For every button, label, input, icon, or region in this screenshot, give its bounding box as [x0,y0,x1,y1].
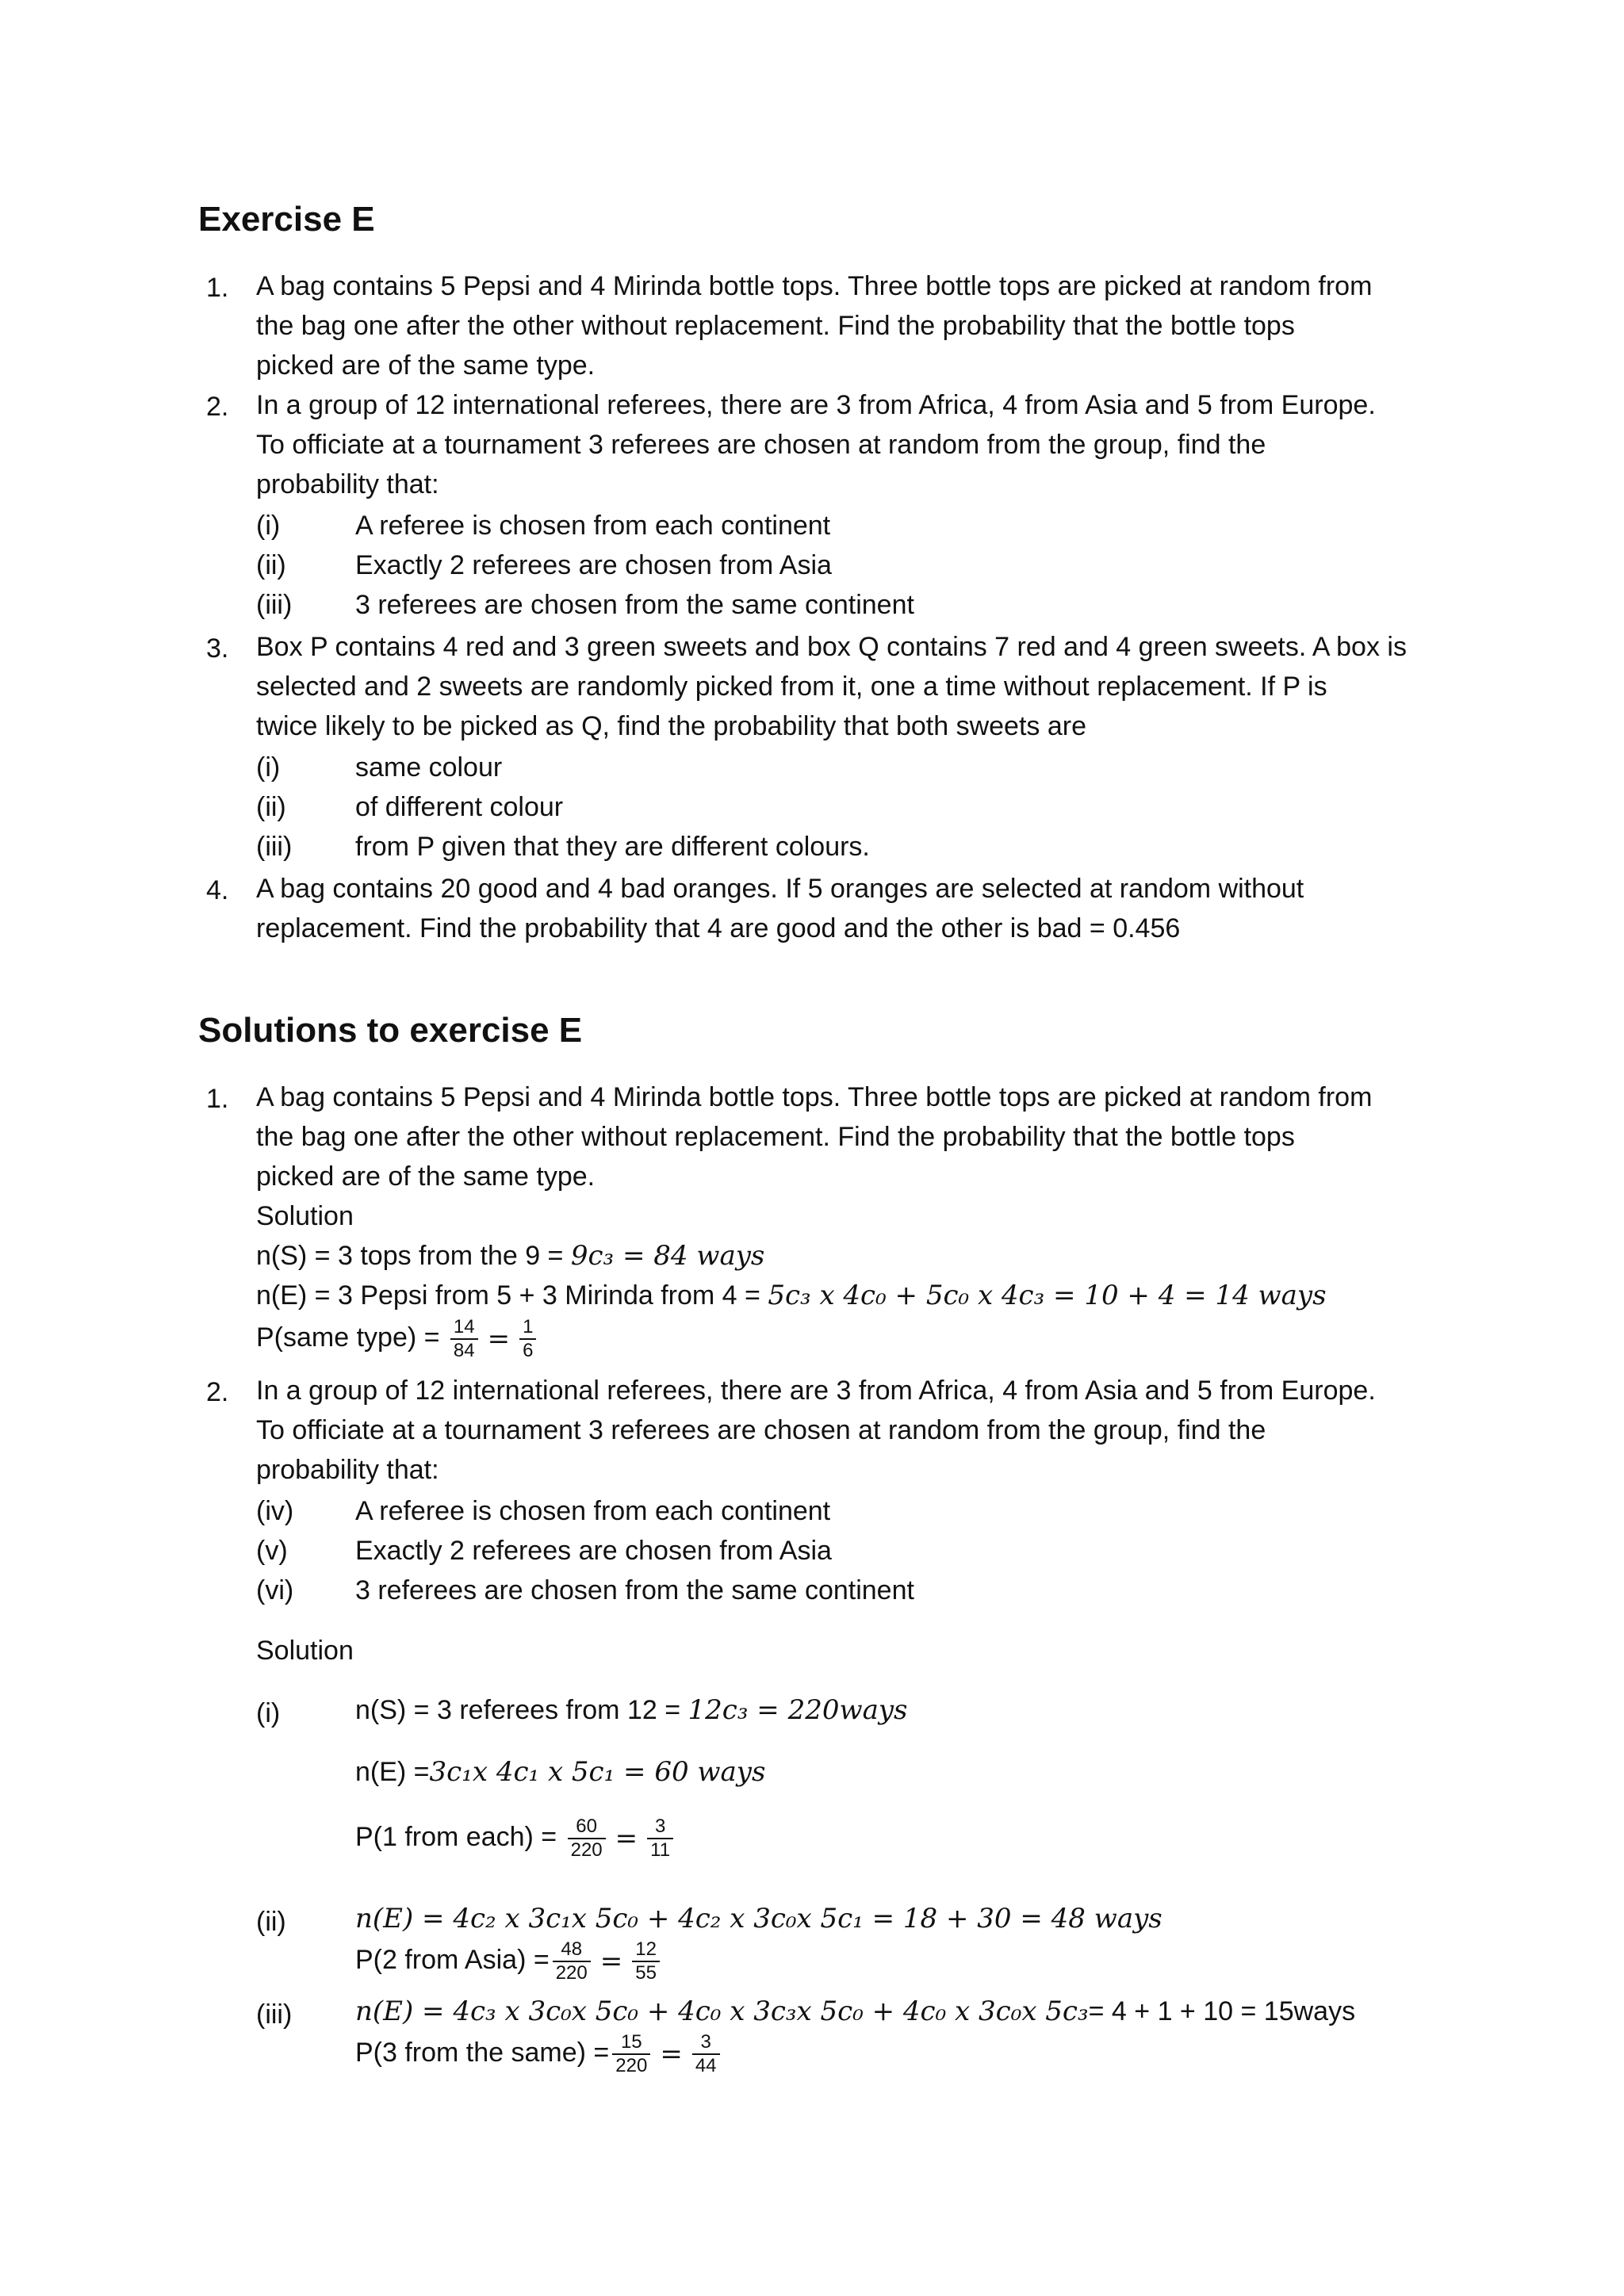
subpart-label: (ii) [256,1907,286,1937]
subpart-label: (v) [256,1536,288,1566]
question-text: picked are of the same type. [256,1161,596,1192]
math-expression: 9c₃ = 84 ways [570,1240,765,1272]
subpart-label: (i) [256,752,281,783]
question-text: probability that: [256,1455,439,1485]
question-text: selected and 2 sweets are randomly picked from it, one a time without replacement. If P is [256,672,1327,702]
subpart-label: (i) [256,1698,281,1728]
solution-line [256,1238,764,1273]
question-text: Box P contains 4 red and 3 green sweets and box Q contains 7 red and 4 green sweets. A box is [256,632,1407,662]
subpart-text: Exactly 2 referees are chosen from Asia [355,1536,832,1566]
subpart-label: (iii) [256,590,293,620]
fraction: $\frac{12}{55}$ [632,1938,660,1984]
subpart-text: 3 referees are chosen from the same continent [355,590,914,620]
question-text: the bag one after the other without replacement. Find the probability that the bottle tops [256,1122,1295,1152]
subpart-text: same colour [355,752,503,783]
solution-label: Solution [256,1636,354,1666]
question-text: To officiate at a tournament 3 referees are chosen at random from the group, find the [256,1415,1266,1445]
solution-line [355,1756,765,1788]
math-expression: 5c₃ x 4c₀ + 5c₀ x 4c₃ = 10 + 4 = 14 ways [768,1280,1327,1311]
math-expression: 3c₁x 4c₁ x 5c₁ = 60 ways [429,1756,766,1788]
question-text: probability that: [256,469,439,499]
solution-text: n(E) = [355,1757,430,1787]
equals-sign: = [615,1823,638,1855]
fraction: $\frac{3}{11}$ [647,1816,673,1862]
subpart-label: (iv) [256,1496,294,1526]
fraction: $\frac{15}{220}$ [612,2031,650,2077]
question-text: A bag contains 5 Pepsi and 4 Mirinda bottle tops. Three bottle tops are picked at random from [256,271,1373,301]
math-expression: n(E) = 4c₃ x 3c₀x 5c₀ + 4c₀ x 3c₃x 5c₀ + 4c₀ x 3c₀x 5c₃ [355,1996,1089,2027]
fraction: $\frac{48}{220}$ [553,1938,591,1984]
solution-line [355,1809,676,1866]
fraction: $\frac{1}{6}$ [519,1316,536,1362]
solution-line [355,1694,908,1726]
solution-label: Solution [256,1201,354,1231]
subpart-label: (vi) [256,1575,294,1605]
question-text: A bag contains 20 good and 4 bad oranges. If 5 oranges are selected at random without [256,874,1304,904]
question-number: 4. [206,875,229,905]
subpart-label: (ii) [256,792,286,822]
math-expression: 12c₃ = 220ways [688,1694,908,1726]
subpart-label: (iii) [256,832,293,862]
solution-text: n(E) = 3 Pepsi from 5 + 3 Mirinda from 4 = [256,1280,768,1311]
solution-line [355,1932,663,1989]
question-number: 1. [206,273,229,303]
question-text: replacement. Find the probability that 4 are good and the other is bad = 0.456 [256,913,1181,943]
subpart-text: of different colour [355,792,564,822]
question-number: 2. [206,1377,229,1407]
subpart-label: (ii) [256,550,286,580]
question-number: 3. [206,633,229,664]
subpart-text: 3 referees are chosen from the same continent [355,1575,914,1605]
question-text: In a group of 12 international referees, there are 3 from Africa, 4 from Asia and 5 from Europe. [256,390,1376,420]
question-text: To officiate at a tournament 3 referees are chosen at random from the group, find the [256,430,1266,460]
equals-sign: = [599,1946,623,1978]
subpart-label: (iii) [256,1999,293,2030]
subpart-text: A referee is chosen from each continent [355,511,831,541]
solution-line [355,1996,1355,2027]
question-text: the bag one after the other without replacement. Find the probability that the bottle tops [256,311,1295,341]
solutions-heading: Solutions to exercise E [198,1011,583,1050]
subpart-text: Exactly 2 referees are chosen from Asia [355,550,832,580]
solution-text: n(S) = 3 tops from the 9 = [256,1241,571,1271]
exercise-heading: Exercise E [198,200,375,239]
fraction: $\frac{3}{44}$ [692,2031,720,2077]
solution-line [355,1903,1162,1934]
solution-line [256,1278,1327,1313]
question-number: 2. [206,392,229,422]
question-text: picked are of the same type. [256,350,596,381]
question-text: twice likely to be picked as Q, find the probability that both sweets are [256,711,1086,741]
solution-text: P(1 from each) = [355,1822,565,1852]
equals-sign: = [660,2038,683,2071]
solution-text: P(2 from Asia) = [355,1945,550,1975]
solution-text: P(same type) = [256,1322,447,1353]
subpart-label: (i) [256,511,281,541]
fraction: $\frac{60}{220}$ [568,1816,606,1862]
subpart-text: from P given that they are different colours. [355,832,870,862]
solution-text: n(S) = 3 referees from 12 = [355,1695,688,1725]
question-text: A bag contains 5 Pepsi and 4 Mirinda bottle tops. Three bottle tops are picked at random from [256,1082,1373,1112]
solution-line [355,2025,723,2082]
solution-line [256,1310,539,1367]
solution-text: P(3 from the same) = [355,2038,610,2068]
subpart-text: A referee is chosen from each continent [355,1496,831,1526]
question-text: In a group of 12 international referees, there are 3 from Africa, 4 from Asia and 5 from Europe. [256,1376,1376,1406]
question-number: 1. [206,1084,229,1114]
math-expression: n(E) = 4c₂ x 3c₁x 5c₀ + 4c₂ x 3c₀x 5c₁ = 18 + 30 = 48 ways [355,1903,1162,1934]
fraction: $\frac{14}{84}$ [450,1316,478,1362]
equals-sign: = [487,1323,511,1356]
solution-text: = 4 + 1 + 10 = 15ways [1088,1996,1356,2026]
